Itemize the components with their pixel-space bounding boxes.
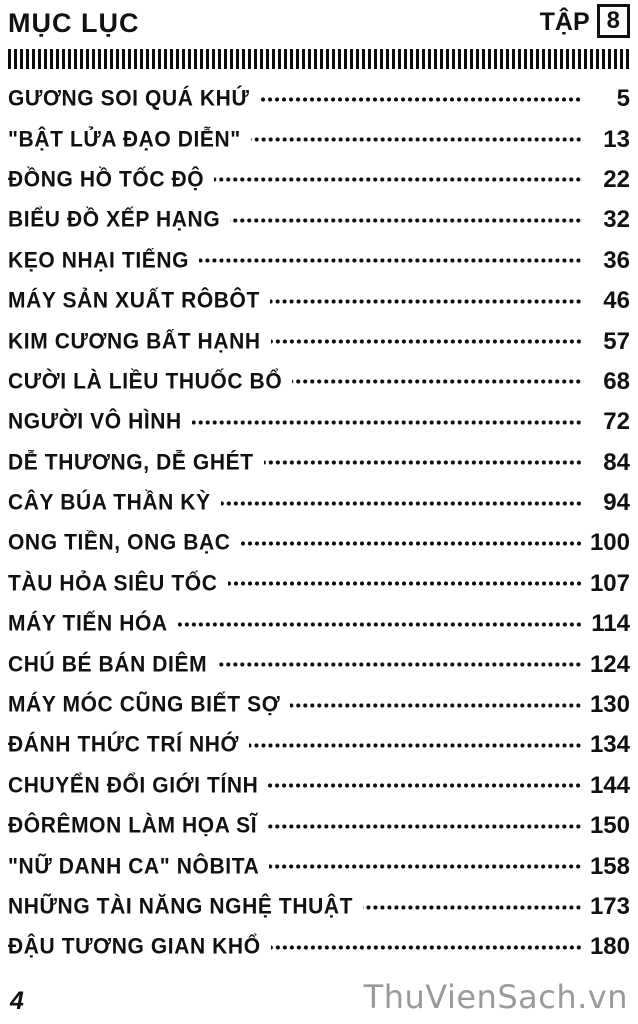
toc-entry-page: 114 bbox=[591, 610, 630, 638]
volume-label: TẬP bbox=[539, 8, 590, 36]
toc-entry-page: 46 bbox=[603, 287, 630, 315]
toc-list bbox=[8, 79, 630, 968]
toc-entry-page: 68 bbox=[603, 367, 630, 395]
toc-entry-title: CƯỜI LÀ LIỀU THUỐC BỔ bbox=[8, 369, 283, 394]
toc-entry-title: CÂY BÚA THẦN KỲ bbox=[8, 490, 211, 515]
toc-dot-leader bbox=[363, 902, 582, 912]
toc-entry bbox=[8, 362, 630, 402]
toc-entry-title: KIM CƯƠNG BẤT HẠNH bbox=[8, 328, 261, 354]
toc-entry bbox=[8, 321, 630, 361]
toc-entry-title: DỄ THƯƠNG, DỄ GHÉT bbox=[8, 450, 254, 475]
toc-dot-leader bbox=[268, 781, 582, 791]
footer bbox=[0, 976, 638, 1024]
toc-dot-leader bbox=[230, 215, 582, 225]
toc-dot-leader bbox=[221, 498, 582, 508]
toc-entry bbox=[8, 200, 630, 240]
toc-entry bbox=[8, 725, 630, 765]
toc-entry-page: 124 bbox=[589, 650, 630, 678]
toc-dot-leader bbox=[178, 619, 582, 629]
toc-dot-leader bbox=[192, 417, 582, 427]
toc-entry bbox=[8, 119, 630, 159]
toc-entry-page: 180 bbox=[589, 933, 630, 961]
toc-entry bbox=[8, 160, 630, 200]
toc-entry bbox=[8, 685, 630, 725]
toc-entry-title: NHỮNG TÀI NĂNG NGHỆ THUẬT bbox=[8, 894, 354, 919]
toc-entry-title: ĐẬU TƯƠNG GIAN KHỔ bbox=[8, 934, 261, 959]
toc-entry bbox=[8, 281, 630, 321]
toc-dot-leader bbox=[271, 337, 582, 347]
toc-entry-title: "BẬT LỬA ĐẠO DIỄN" bbox=[8, 126, 241, 152]
toc-entry-page: 150 bbox=[589, 812, 630, 840]
toc-entry-title: ĐỒNG HỒ TỐC ĐỘ bbox=[8, 167, 205, 192]
toc-entry bbox=[8, 846, 630, 886]
header bbox=[8, 6, 630, 42]
toc-entry-title: MÁY SẢN XUẤT RÔBÔT bbox=[8, 288, 260, 313]
watermark-text: ThuVienSach.vn bbox=[363, 978, 628, 1016]
toc-dot-leader bbox=[264, 458, 582, 468]
toc-entry-title: TÀU HỎA SIÊU TỐC bbox=[8, 571, 218, 596]
toc-entry-title: "NỮ DANH CA" NÔBITA bbox=[8, 854, 260, 879]
toc-entry-page: 134 bbox=[589, 731, 630, 759]
toc-dot-leader bbox=[228, 579, 583, 589]
toc-entry-title: NGƯỜI VÔ HÌNH bbox=[8, 409, 182, 434]
toc-entry-page: 72 bbox=[603, 408, 630, 436]
toc-entry bbox=[8, 604, 630, 644]
toc-entry-page: 94 bbox=[603, 489, 630, 517]
toc-entry-title: KẸO NHẠI TIẾNG bbox=[8, 248, 190, 273]
toc-entry-title: GƯƠNG SOI QUÁ KHỨ bbox=[8, 86, 250, 111]
toc-entry-page: 144 bbox=[589, 771, 630, 799]
toc-entry bbox=[8, 644, 630, 684]
toc-entry-page: 13 bbox=[603, 125, 630, 153]
toc-entry bbox=[8, 927, 630, 967]
toc-entry-title: ĐÔRÊMON LÀM HỌA SĨ bbox=[8, 813, 258, 838]
toc-entry-title: CHÚ BÉ BÁN DIÊM bbox=[8, 652, 208, 677]
toc-dot-leader bbox=[241, 538, 582, 548]
barcode-divider bbox=[8, 49, 630, 69]
toc-dot-leader bbox=[199, 256, 582, 266]
toc-entry bbox=[8, 483, 630, 523]
toc-entry-title: ONG TIỀN, ONG BẠC bbox=[8, 530, 231, 556]
toc-entry-title: CHUYỂN ĐỔI GIỚI TÍNH bbox=[8, 773, 259, 798]
toc-entry bbox=[8, 523, 630, 563]
toc-entry bbox=[8, 766, 630, 806]
toc-entry-title: MÁY MÓC CŨNG BIẾT SỢ bbox=[8, 692, 281, 717]
toc-entry-page: 22 bbox=[603, 165, 630, 193]
toc-entry-title: BIỂU ĐỒ XẾP HẠNG bbox=[8, 207, 221, 232]
toc-entry bbox=[8, 564, 630, 604]
toc-entry-page: 84 bbox=[603, 448, 630, 476]
toc-dot-leader bbox=[214, 175, 582, 185]
volume-indicator bbox=[540, 6, 630, 38]
toc-entry-page: 100 bbox=[589, 529, 630, 557]
toc-entry-title: MÁY TIẾN HÓA bbox=[8, 611, 168, 636]
toc-entry-page: 107 bbox=[589, 569, 630, 597]
toc-entry bbox=[8, 443, 630, 483]
toc-entry-page: 32 bbox=[603, 206, 630, 234]
toc-entry-page: 5 bbox=[616, 85, 630, 113]
toc-entry bbox=[8, 887, 630, 927]
toc-entry-page: 36 bbox=[603, 246, 630, 274]
toc-dot-leader bbox=[292, 377, 582, 387]
toc-entry bbox=[8, 79, 630, 119]
toc-entry bbox=[8, 402, 630, 442]
toc-dot-leader bbox=[251, 135, 582, 145]
volume-number-box: 8 bbox=[597, 4, 630, 38]
toc-dot-leader bbox=[249, 740, 582, 750]
toc-dot-leader bbox=[259, 94, 582, 104]
toc-entry-page: 173 bbox=[589, 893, 630, 920]
toc-dot-leader bbox=[269, 862, 582, 872]
toc-dot-leader bbox=[217, 660, 582, 670]
toc-dot-leader bbox=[267, 821, 582, 831]
toc-dot-leader bbox=[271, 942, 582, 952]
page-title: MỤC LỤC bbox=[8, 8, 140, 38]
toc-dot-leader bbox=[270, 296, 582, 306]
folio-page-number: 4 bbox=[10, 987, 24, 1015]
toc-entry-page: 130 bbox=[589, 691, 630, 719]
toc-entry-title: ĐÁNH THỨC TRÍ NHỚ bbox=[8, 732, 240, 757]
toc-entry bbox=[8, 241, 630, 281]
toc-entry-page: 57 bbox=[603, 327, 630, 355]
toc-entry-page: 158 bbox=[589, 852, 630, 880]
toc-entry bbox=[8, 806, 630, 846]
toc-dot-leader bbox=[290, 700, 582, 710]
